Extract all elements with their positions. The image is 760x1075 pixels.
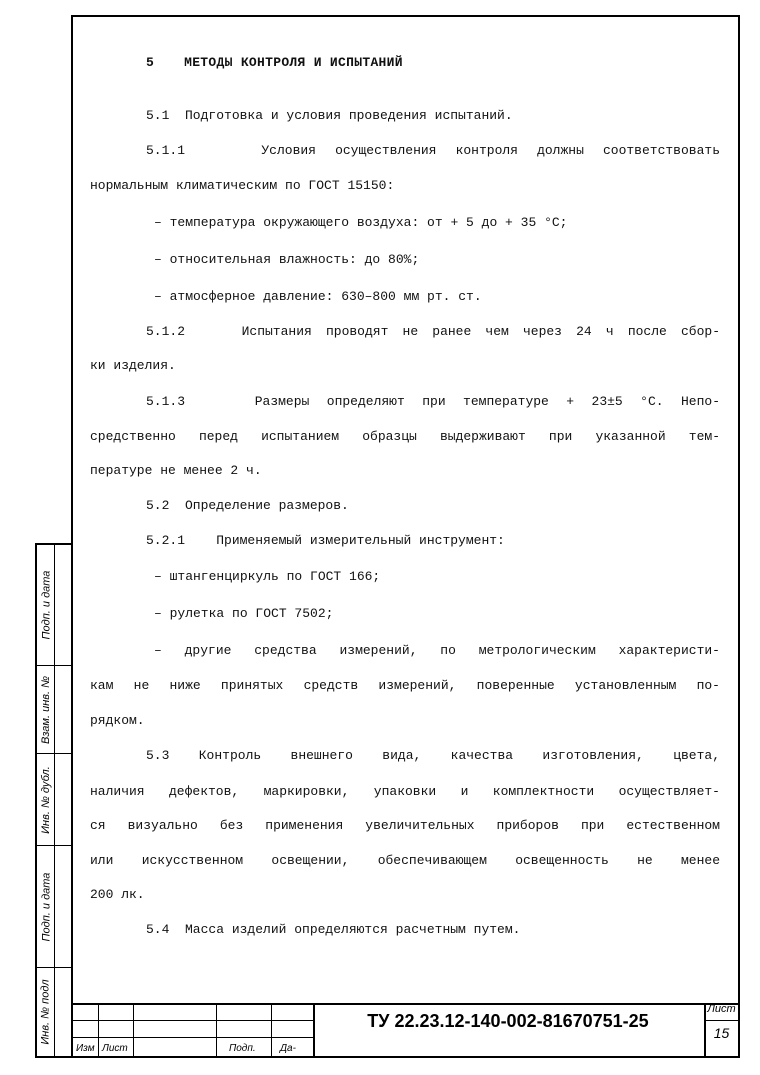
side-label-podp-data-top: Подп. и дата bbox=[40, 570, 52, 640]
paragraph-line: 5.1.3 Размеры определяют при температуре + 23±5 °С. Непо- bbox=[146, 394, 720, 409]
paragraph-line: нормальным климатическим по ГОСТ 15150: bbox=[90, 178, 395, 193]
side-stamp bbox=[35, 543, 73, 1058]
paragraph-line: 5.4 Масса изделий определяются расчетным путем. bbox=[146, 922, 521, 937]
paragraph-line: 5.1.2 Испытания проводят не ранее чем через 24 ч после сбор- bbox=[146, 324, 720, 339]
paragraph-line: ки изделия. bbox=[90, 358, 176, 373]
side-label-inv-dubl: Инв. № дубл. bbox=[40, 765, 52, 834]
side-label-podp-data-bottom: Подп. и дата bbox=[40, 872, 52, 941]
title-block-podp: Подп. bbox=[229, 1043, 256, 1054]
paragraph-line: ся визуально без применения увеличительных приборов при естественном bbox=[90, 818, 720, 833]
side-label-vzam-inv: Взам. инв. № bbox=[40, 675, 53, 744]
section-number: 5 bbox=[146, 55, 155, 70]
title-block-data: Да- bbox=[280, 1043, 296, 1054]
paragraph-line: пературе не менее 2 ч. bbox=[90, 463, 262, 478]
paragraph-line: или искусственном освещении, обеспечивающем освещенность не менее bbox=[90, 853, 720, 868]
section-heading bbox=[146, 55, 403, 71]
list-item: – атмосферное давление: 630–800 мм рт. ст. bbox=[154, 289, 482, 304]
list-item: – температура окружающего воздуха: от + 5 до + 35 °С; bbox=[154, 215, 568, 230]
title-block bbox=[73, 1003, 738, 1056]
title-block-izm: Изм bbox=[76, 1043, 95, 1054]
list-item: – относительная влажность: до 80%; bbox=[154, 252, 420, 267]
title-block-list: Лист bbox=[102, 1043, 128, 1054]
document-code: ТУ 22.23.12-140-002-81670751-25 bbox=[367, 1011, 649, 1031]
paragraph-line: наличия дефектов, маркировки, упаковки и комплектности осуществляет- bbox=[90, 784, 720, 799]
paragraph-line: 5.1.1 Условия осуществления контроля должны соответствовать bbox=[146, 143, 720, 158]
paragraph-line: 5.2.1 Применяемый измерительный инструмент: bbox=[146, 533, 505, 548]
sheet-label: Лист bbox=[707, 1003, 736, 1015]
paragraph-line: рядком. bbox=[90, 713, 145, 728]
sheet-number: 15 bbox=[713, 1025, 730, 1041]
section-title: МЕТОДЫ КОНТРОЛЯ И ИСПЫТАНИЙ bbox=[184, 55, 403, 70]
list-item: – рулетка по ГОСТ 7502; bbox=[154, 606, 334, 621]
paragraph-line: 5.1 Подготовка и условия проведения испытаний. bbox=[146, 108, 513, 123]
paragraph-line: кам не ниже принятых средств измерений, поверенные установленным по- bbox=[90, 678, 720, 693]
paragraph-line: средственно перед испытанием образцы выдерживают при указанной тем- bbox=[90, 429, 720, 444]
paragraph-line: 200 лк. bbox=[90, 887, 145, 902]
list-item: – штангенциркуль по ГОСТ 166; bbox=[154, 569, 381, 584]
paragraph-line: 5.2 Определение размеров. bbox=[146, 498, 349, 513]
side-label-inv-podl: Инв. № подл bbox=[40, 979, 53, 1045]
list-item: – другие средства измерений, по метрологическим характеристи- bbox=[154, 643, 720, 658]
paragraph-line: 5.3 Контроль внешнего вида, качества изготовления, цвета, bbox=[146, 748, 720, 763]
